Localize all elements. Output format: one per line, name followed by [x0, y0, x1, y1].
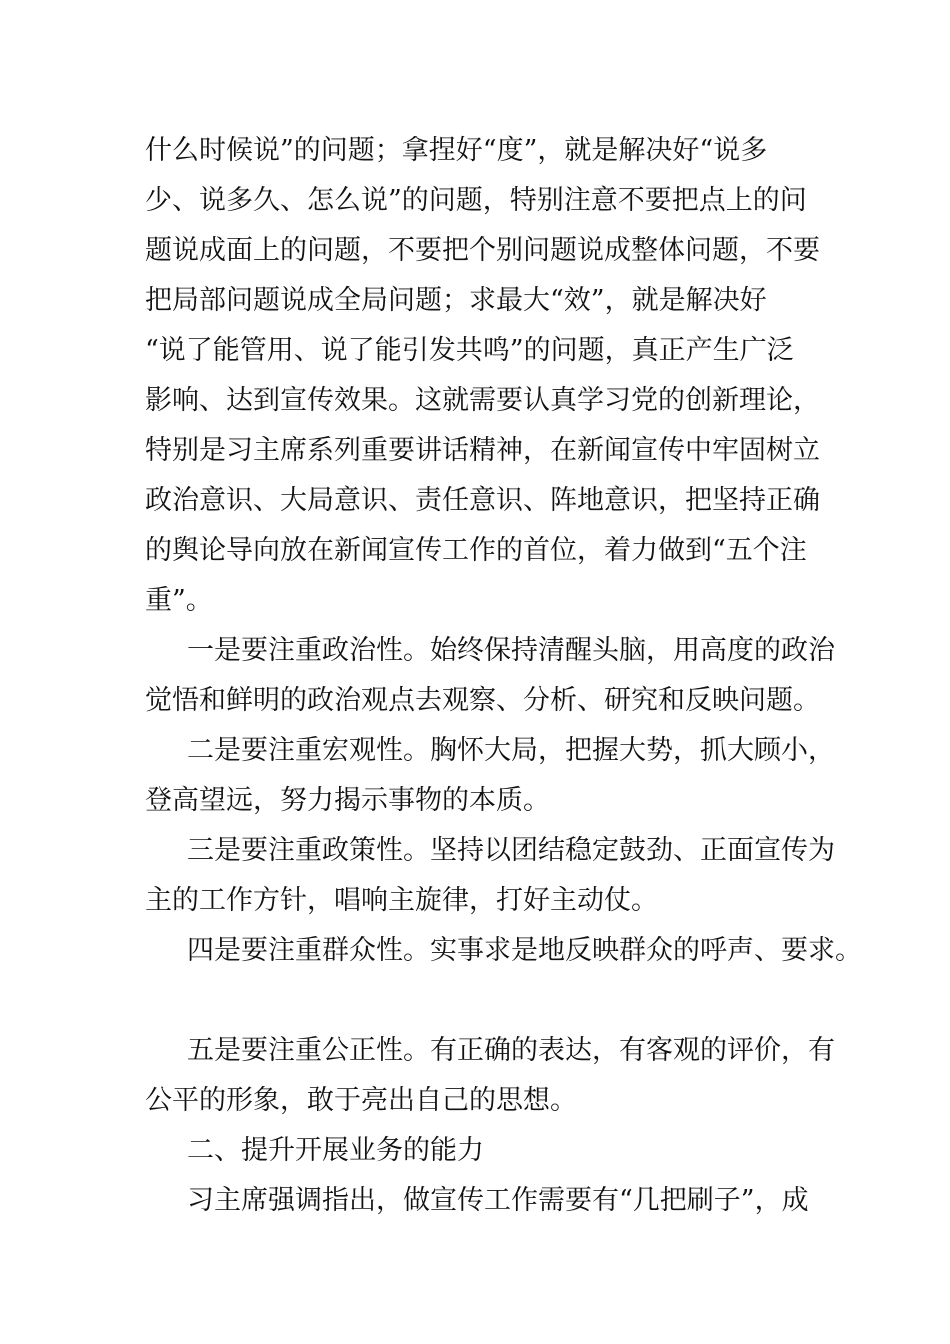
text-line: 什么时候说”的问题；拿捏好“度”，就是解决好“说多 [145, 135, 768, 166]
text-line: 五是要注重公正性。有正确的表达，有客观的评价，有 [187, 1035, 835, 1066]
paragraph-skills [145, 1176, 825, 1226]
text-line: 政治意识、大局意识、责任意识、阵地意识，把坚持正确 [145, 485, 820, 516]
document-body [145, 126, 862, 1226]
text-line: 四是要注重群众性。实事求是地反映群众的呼声、要求。 [187, 935, 862, 966]
text-line: 登高望远，努力揭示事物的本质。 [145, 785, 550, 816]
text-line: 三是要注重政策性。坚持以团结稳定鼓劲、正面宣传为 [187, 835, 835, 866]
text-line: 主的工作方针，唱响主旋律，打好主动仗。 [145, 885, 658, 916]
text-line: 特别是习主席系列重要讲话精神，在新闻宣传中牢固树立 [145, 435, 820, 466]
blank-line [145, 976, 825, 1026]
text-line: 少、说多久、怎么说”的问题，特别注意不要把点上的问 [145, 185, 807, 216]
text-line: 题说成面上的问题，不要把个别问题说成整体问题，不要 [145, 235, 820, 266]
text-line: 的舆论导向放在新闻宣传工作的首位，着力做到“五个注 [145, 535, 807, 566]
heading-line: 二、提升开展业务的能力 [187, 1135, 484, 1166]
text-line: 把局部问题说成全局问题；求最大“效”，就是解决好 [145, 285, 767, 316]
paragraph-macro [145, 726, 835, 826]
paragraph-fairness [145, 1026, 835, 1126]
paragraph-policy [145, 826, 835, 926]
text-line: 影响、达到宣传效果。这就需要认真学习党的创新理论， [145, 385, 820, 416]
text-line: 二是要注重宏观性。胸怀大局，把握大势，抓大顾小， [187, 735, 835, 766]
paragraph-political [145, 626, 835, 726]
text-line: 重”。 [145, 585, 213, 616]
text-line: 觉悟和鲜明的政治观点去观察、分析、研究和反映问题。 [145, 685, 820, 716]
text-line: 公平的形象，敢于亮出自己的思想。 [145, 1085, 577, 1116]
paragraph-mass [145, 926, 862, 976]
section-heading [145, 1126, 825, 1176]
paragraph-intro [145, 126, 825, 626]
text-line: 一是要注重政治性。始终保持清醒头脑，用高度的政治 [187, 635, 835, 666]
text-line: 习主席强调指出，做宣传工作需要有“几把刷子”，成 [187, 1185, 809, 1216]
text-line: “说了能管用、说了能引发共鸣”的问题，真正产生广泛 [145, 335, 794, 366]
